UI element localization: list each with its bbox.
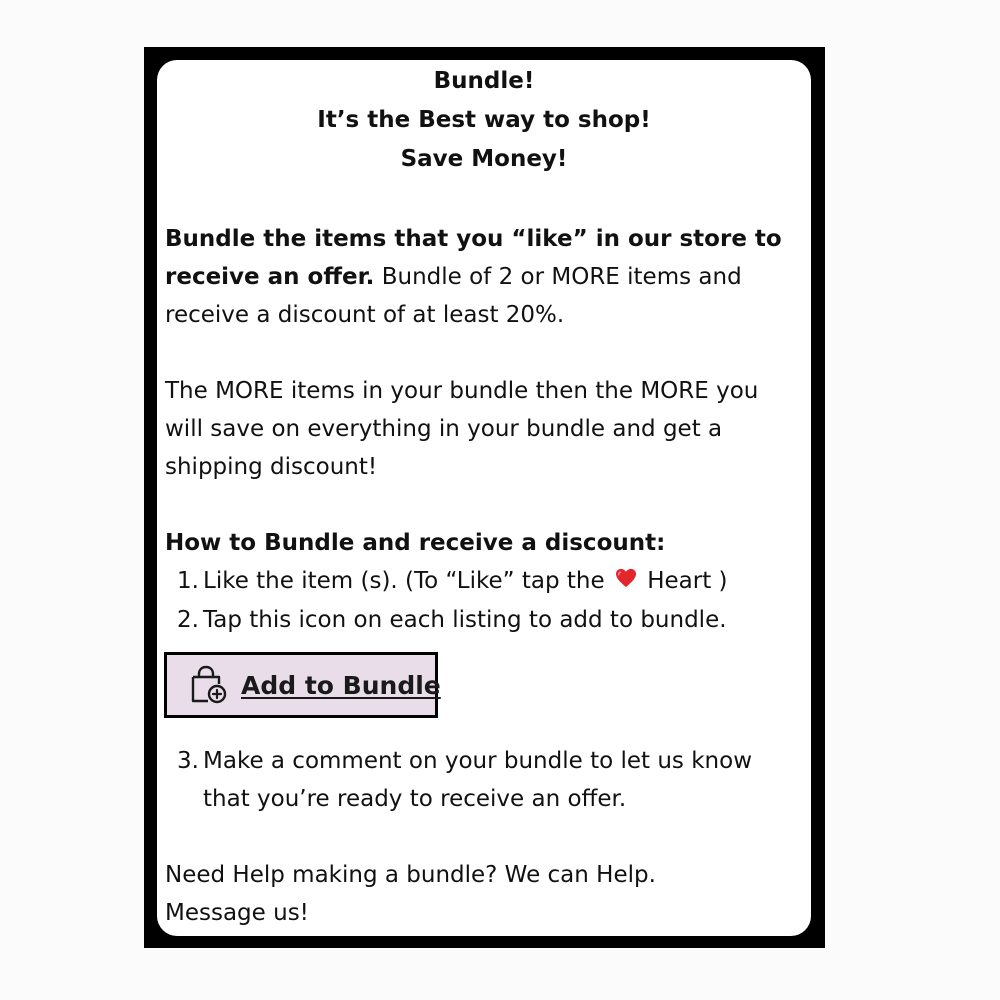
step-2-text: Tap this icon on each listing to add to bundle. (203, 607, 727, 633)
step-3-line-1: Make a comment on your bundle to let us know (203, 748, 753, 774)
card-body (165, 220, 811, 639)
step-1-text-a: Like the item (s). (To “Like” tap the (203, 568, 605, 594)
card-header (157, 62, 811, 179)
intro-line-3: receive a discount of at least 20%. (165, 302, 565, 328)
list-item-step-3 (165, 742, 811, 780)
more-paragraph (165, 372, 811, 486)
heart-icon (612, 563, 640, 601)
header-title: Bundle! (433, 68, 535, 94)
step-3-line-2: that you’re ready to receive an offer. (203, 786, 627, 812)
list-item-step-2 (165, 601, 811, 639)
step-2-number: 2. (177, 607, 199, 633)
add-to-bundle-button[interactable] (164, 652, 441, 718)
intro-line-2-bold: receive an offer. (165, 264, 375, 290)
header-subtitle: It’s the Best way to shop! (317, 107, 651, 133)
more-line-2: will save on everything in your bundle and get a (165, 416, 723, 442)
help-line-1: Need Help making a bundle? We can Help. (165, 862, 656, 888)
intro-line-2-rest: Bundle of 2 or MORE items and (374, 264, 742, 290)
howto-section (165, 524, 811, 639)
step-3-number: 3. (177, 748, 199, 774)
add-to-bundle-label: Add to Bundle (241, 670, 441, 700)
info-card (157, 60, 811, 936)
intro-line-2 (165, 258, 811, 296)
card-footer (165, 742, 811, 932)
help-line-2: Message us! (165, 900, 309, 926)
step-1-number: 1. (177, 568, 199, 594)
more-line-1: The MORE items in your bundle then the MORE you (165, 378, 759, 404)
intro-paragraph (165, 220, 811, 334)
step-1-text-b: Heart ) (647, 568, 728, 594)
help-paragraph (165, 856, 811, 932)
intro-line-1: Bundle the items that you “like” in our store to (165, 226, 782, 252)
more-line-3: shipping discount! (165, 454, 378, 480)
list-item-step-1 (165, 562, 811, 601)
header-tagline: Save Money! (400, 146, 568, 172)
howto-heading: How to Bundle and receive a discount: (165, 530, 666, 556)
shopping-bag-plus-icon (189, 665, 227, 705)
